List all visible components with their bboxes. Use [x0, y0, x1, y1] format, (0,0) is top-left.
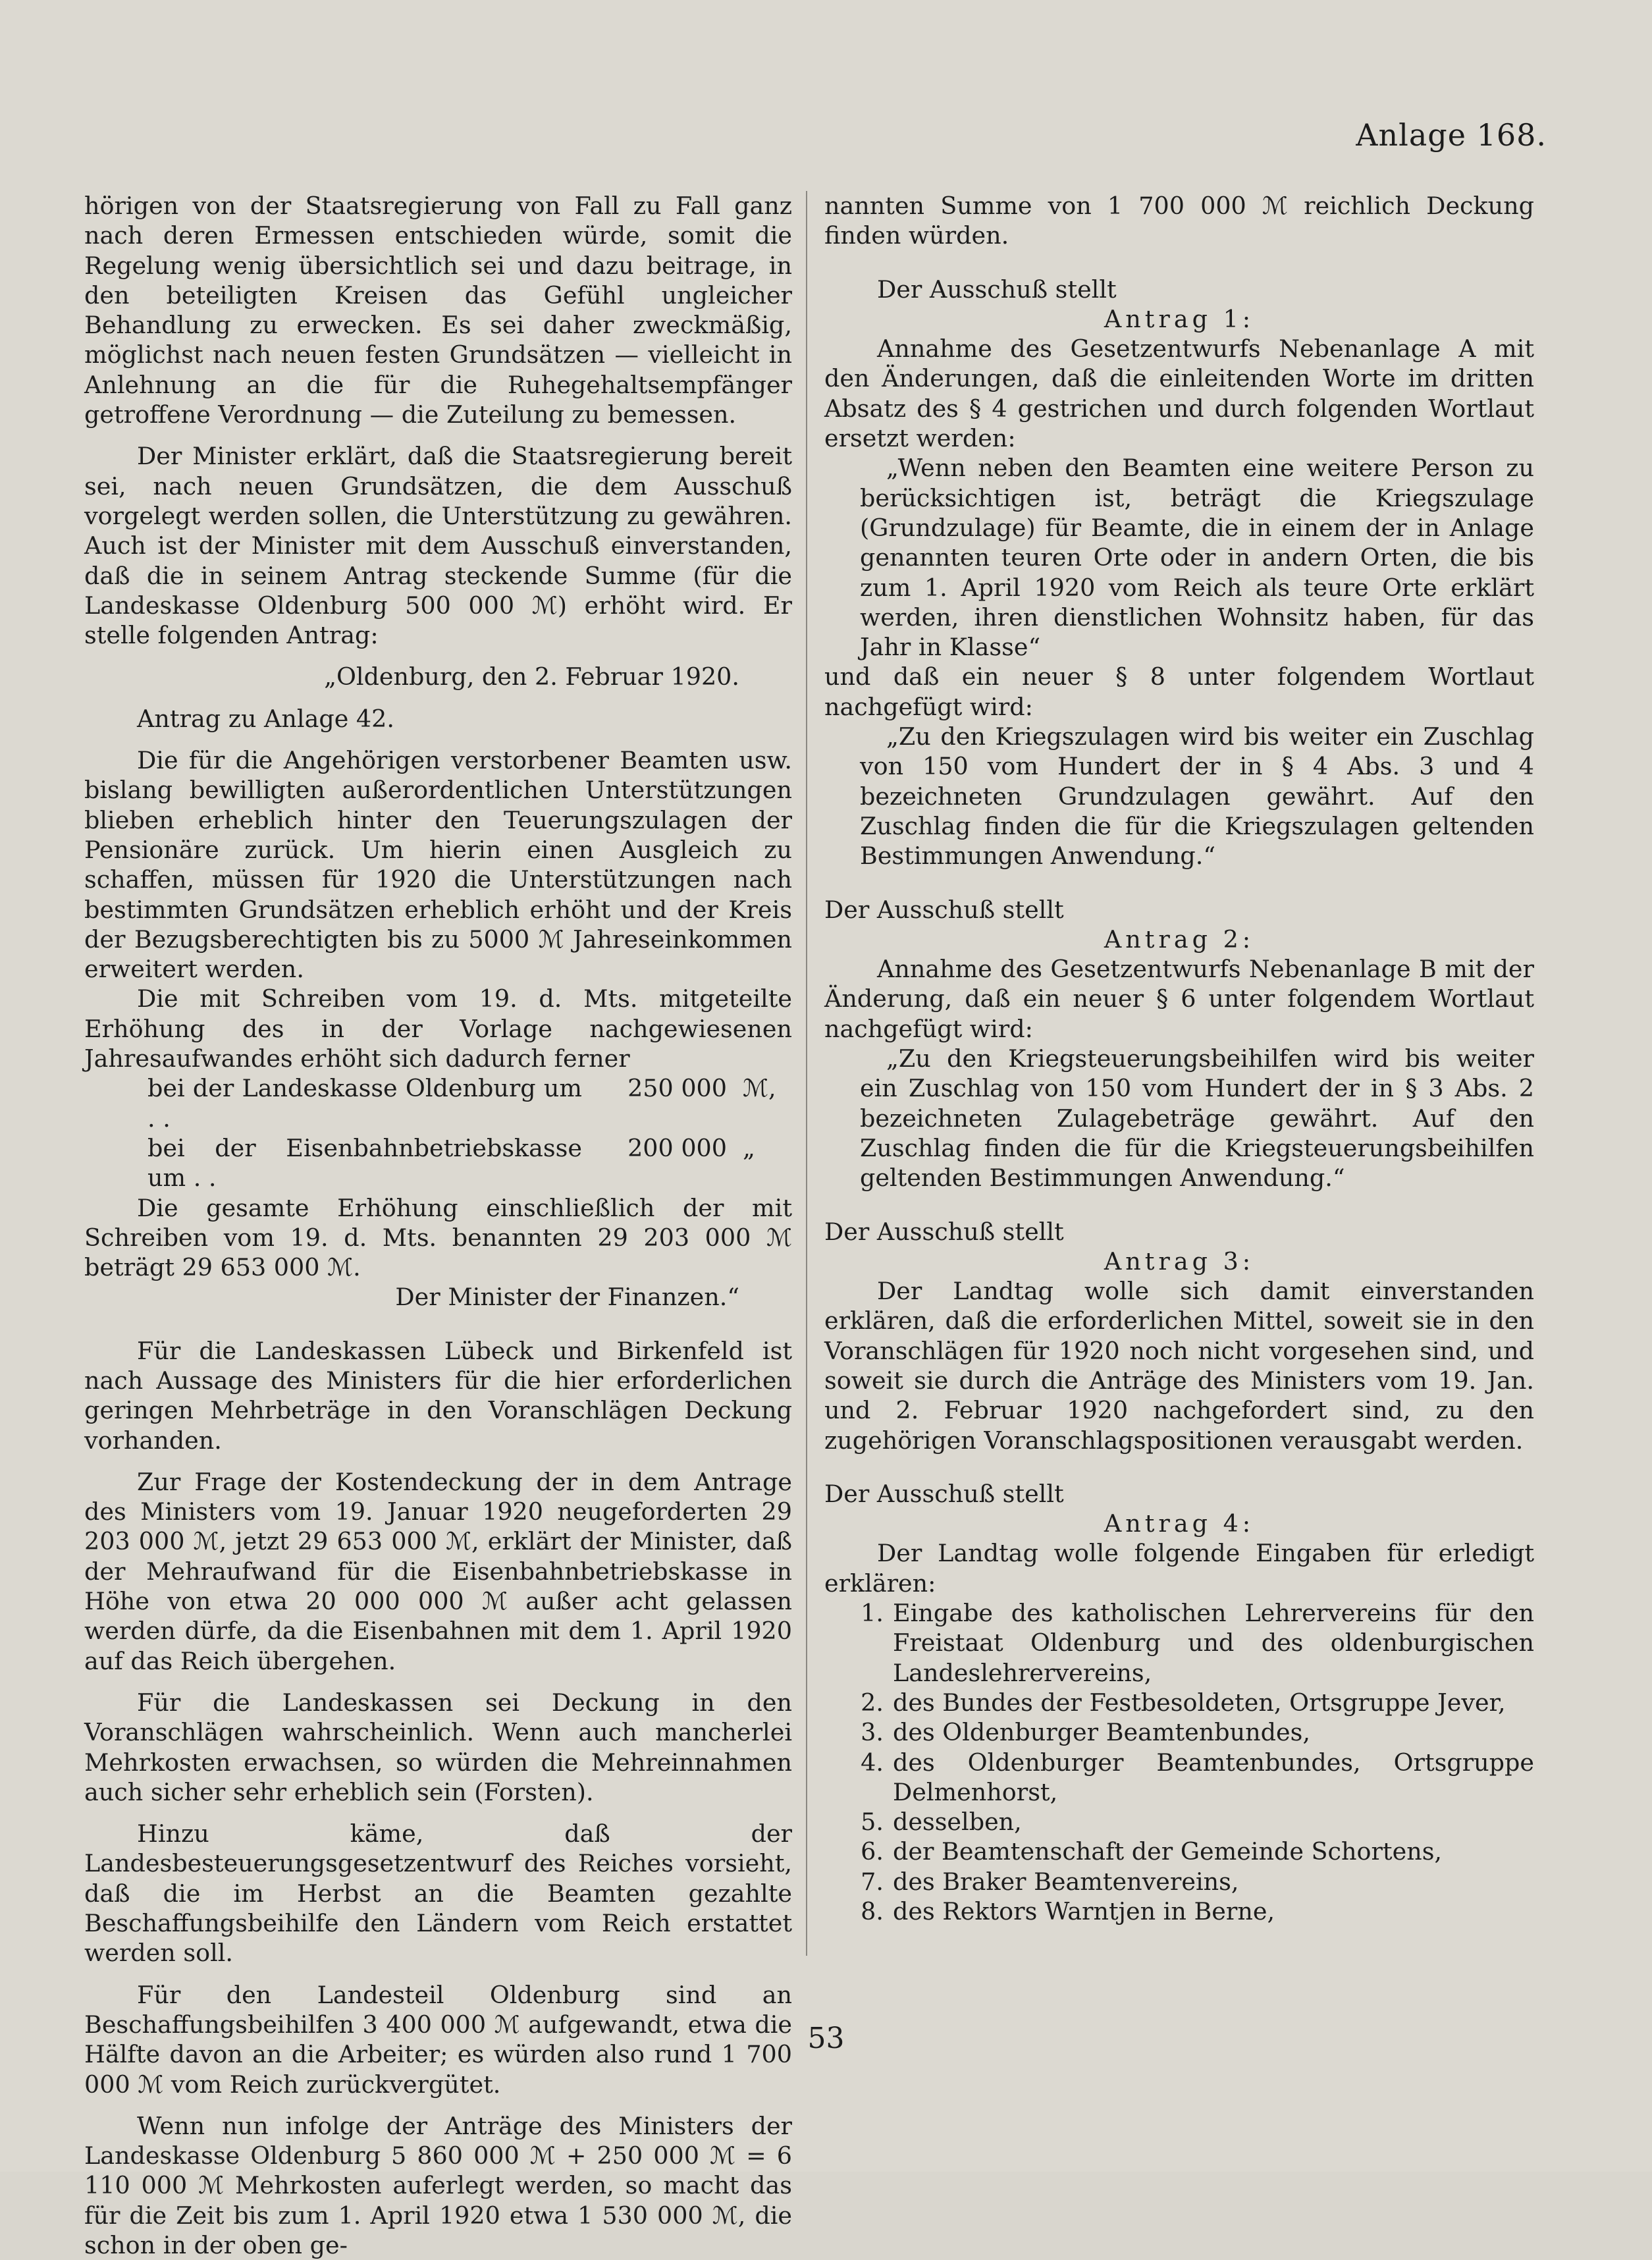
quotation: „Zu den Kriegszulagen wird bis weiter ein Zuschlag von 150 vom Hundert der in § 4 Abs. 3 und 4 bezeichneten Grundzulagen gewährt. Auf den Zuschlag finden die für die Kriegszulagen geltenden Bestimmungen Anwendung.“: [860, 722, 1534, 871]
signature: Der Minister der Finanzen.“: [395, 1283, 739, 1312]
annex-label: Anlage 168.: [1356, 117, 1547, 153]
paragraph: hörigen von der Staatsregierung von Fall zu Fall ganz nach deren Ermessen entschieden würde, somit die Regelung wenig übersichtlich sei und dazu beitrage, in den beteiligten Kreisen das Gefühl ungleicher Behandlung zu erwecken. Es sei daher zweckmäßig, möglichst nach neuen festen Grundsätzen — vielleicht in Anlehnung an die für die Ruhegehaltsempfänger getroffene Verordnung — die Zuteilung zu bemessen.: [84, 192, 792, 429]
paragraph: und daß ein neuer § 8 unter folgendem Wortlaut nachgefügt wird:: [824, 662, 1534, 721]
list-item-number: 8.: [861, 1897, 884, 1926]
paragraph: Für den Landesteil Oldenburg sind an Beschaffungsbeihilfen 3 400 000 ℳ aufgewandt, etwa die Hälfte davon an die Arbeiter; es würden also rund 1 700 000 ℳ vom Reich zurückvergütet.: [84, 1980, 792, 2099]
list-item-text: desselben,: [893, 1808, 1022, 1837]
paragraph: Der Landtag wolle sich damit einverstanden erklären, daß die erforderlichen Mittel, soweit sie in den Voranschlägen für 1920 noch nicht vorgesehen sind, und soweit sie durch die Anträge des Ministers vom 19. Jan. und 2. Februar 1920 nachgefordert sind, zu den zugehörigen Voranschlagspositionen verausgabt werden.: [824, 1277, 1534, 1455]
committee-intro: Der Ausschuß stellt: [824, 1217, 1064, 1246]
list-item: [824, 1807, 1534, 1837]
paragraph: Annahme des Gesetzentwurfs Nebenanlage B mit der Änderung, daß ein neuer § 6 unter folgendem Wortlaut nachgefügt wird:: [824, 955, 1534, 1043]
paragraph: Für die Landeskassen Lübeck und Birkenfeld ist nach Aussage des Ministers für die hier erforderlichen geringen Mehrbeträge in den Voranschlägen Deckung vorhanden.: [84, 1336, 792, 1455]
motion-title: Antrag 1:: [1104, 304, 1255, 333]
list-item-number: 3.: [861, 1718, 884, 1747]
list-item-text: des Bundes der Festbesoldeten, Ortsgruppe Jever,: [893, 1688, 1506, 1717]
paragraph: Die gesamte Erhöhung einschließlich der mit Schreiben vom 19. d. Mts. benannten 29 203 000 ℳ beträgt 29 653 000 ℳ.: [84, 1193, 792, 1282]
list-item: [824, 1867, 1534, 1897]
paragraph: Die mit Schreiben vom 19. d. Mts. mitgeteilte Erhöhung des in der Vorlage nachgewiesenen Jahresaufwandes erhöht sich dadurch ferner: [84, 984, 792, 1073]
list-item: [824, 1837, 1534, 1866]
committee-intro: Der Ausschuß stellt: [877, 275, 1117, 304]
list-item-text: des Braker Beamtenvereins,: [893, 1867, 1239, 1896]
list-item-number: 2.: [861, 1688, 884, 1717]
list-item-number: 4.: [861, 1748, 884, 1777]
list-item: [824, 1688, 1534, 1717]
list-item: [824, 1748, 1534, 1808]
list-item-number: 1.: [861, 1599, 884, 1628]
motion-title: Antrag 4:: [1104, 1509, 1255, 1538]
paragraph: Der Landtag wolle folgende Eingaben für erledigt erklären:: [824, 1539, 1534, 1598]
list-item-text: der Beamtenschaft der Gemeinde Schortens,: [893, 1837, 1443, 1866]
list-item: [824, 1598, 1534, 1688]
quotation: „Wenn neben den Beamten eine weitere Person zu berücksichtigen ist, beträgt die Kriegszulage (Grundzulage) für Beamte, die in einem der in Anlage genannten teuren Orte oder in andern Orten, die bis zum 1. April 1920 vom Reich als teure Orte erklärt werden, ihren dienstlichen Wohnsitz haben, für das Jahr in Klasse“: [860, 454, 1534, 662]
amount-unit: ℳ,: [743, 1074, 776, 1103]
committee-intro: Der Ausschuß stellt: [824, 1479, 1064, 1508]
list-item-text: des Oldenburger Beamtenbundes, Ortsgruppe Delmenhorst,: [893, 1748, 1534, 1806]
petition-list: [824, 1598, 1534, 1926]
list-item-text: Eingabe des katholischen Lehrervereins für den Freistaat Oldenburg und des oldenburgischen Landeslehrervereins,: [893, 1599, 1534, 1687]
list-item: [824, 1717, 1534, 1747]
amount-row: [84, 1133, 792, 1193]
right-column: [824, 191, 1534, 1926]
amount-value: 250 000: [627, 1074, 727, 1103]
list-item-number: 6.: [861, 1837, 884, 1866]
committee-intro: Der Ausschuß stellt: [824, 895, 1064, 924]
left-column: [84, 191, 792, 2260]
motion-title: Antrag zu Anlage 42.: [137, 704, 394, 733]
paragraph: Zur Frage der Kostendeckung der in dem Antrage des Ministers vom 19. Januar 1920 neugeforderten 29 203 000 ℳ, jetzt 29 653 000 ℳ, erklärt der Minister, daß der Mehraufwand für die Eisenbahnbetriebskasse in Höhe von etwa 20 000 000 ℳ außer acht gelassen werden dürfe, da die Eisenbahnen mit dem 1. April 1920 auf das Reich übergehen.: [84, 1467, 792, 1675]
quotation: „Zu den Kriegsteuerungsbeihilfen wird bis weiter ein Zuschlag von 150 vom Hundert der in § 3 Abs. 2 bezeichneten Zulagebeträge gewährt. Auf den Zuschlag finden die für die Kriegsteuerungsbeihilfen geltenden Bestimmungen Anwendung.“: [860, 1044, 1534, 1193]
motion-title: Antrag 3:: [1104, 1247, 1255, 1276]
motion-title: Antrag 2:: [1104, 925, 1255, 954]
amount-row: [84, 1073, 792, 1133]
paragraph: Der Minister erklärt, daß die Staatsregierung bereit sei, nach neuen Grundsätzen, die dem Ausschuß vorgelegt werden sollen, die Unterstützung zu gewähren. Auch ist der Minister mit dem Ausschuß einverstanden, daß die in seinem Antrag steckende Summe (für die Landeskasse Oldenburg 500 000 ℳ) erhöht wird. Er stelle folgenden Antrag:: [84, 442, 792, 650]
column-divider: [806, 191, 807, 1956]
paragraph: Für die Landeskassen sei Deckung in den Voranschlägen wahrscheinlich. Wenn auch mancherlei Mehrkosten erwachsen, so würden die Mehreinnahmen auch sicher sehr erheblich sein (Forsten).: [84, 1688, 792, 1806]
list-item-number: 7.: [861, 1867, 884, 1896]
amount-unit: „: [743, 1133, 755, 1162]
amount-value: 200 000: [627, 1133, 727, 1162]
place-date: „Oldenburg, den 2. Februar 1920.: [324, 662, 739, 691]
list-item: [824, 1897, 1534, 1926]
paragraph: nannten Summe von 1 700 000 ℳ reichlich Deckung finden würden.: [824, 192, 1534, 250]
paragraph: Die für die Angehörigen verstorbener Beamten usw. bislang bewilligten außerordentlichen Unterstützungen blieben erheblich hinter den Teuerungszulagen der Pensionäre zurück. Um hierin einen Ausgleich zu schaffen, müssen für 1920 die Unterstützungen nach bestimmten Grundsätzen erheblich erhöht und der Kreis der Bezugsberechtigten bis zu 5000 ℳ Jahreseinkommen erweitert werden.: [84, 746, 792, 984]
paragraph: Wenn nun infolge der Anträge des Ministers der Landeskasse Oldenburg 5 860 000 ℳ + 250 000 ℳ = 6 110 000 ℳ Mehrkosten auferlegt werden, so macht das für die Zeit bis zum 1. April 1920 etwa 1 530 000 ℳ, die schon in der oben ge-: [84, 2111, 792, 2259]
page-number: 53: [807, 2022, 845, 2055]
paragraph: Annahme des Gesetzentwurfs Nebenanlage A mit den Änderungen, daß die einleitenden Worte im dritten Absatz des § 4 gestrichen und durch folgenden Wortlaut ersetzt werden:: [824, 335, 1534, 453]
list-item-text: des Rektors Warntjen in Berne,: [893, 1897, 1275, 1926]
list-item-number: 5.: [861, 1808, 884, 1837]
list-item-text: des Oldenburger Beamtenbundes,: [893, 1718, 1310, 1747]
amount-label: bei der Eisenbahnbetriebskasse um . .: [147, 1133, 582, 1193]
paragraph: Hinzu käme, daß der Landesbesteuerungsgesetzentwurf des Reiches vorsieht, daß die im Herbst an die Beamten gezahlte Beschaffungsbeihilfe den Ländern vom Reich erstattet werden soll.: [84, 1819, 792, 1968]
amount-label: bei der Landeskasse Oldenburg um . .: [147, 1074, 582, 1133]
